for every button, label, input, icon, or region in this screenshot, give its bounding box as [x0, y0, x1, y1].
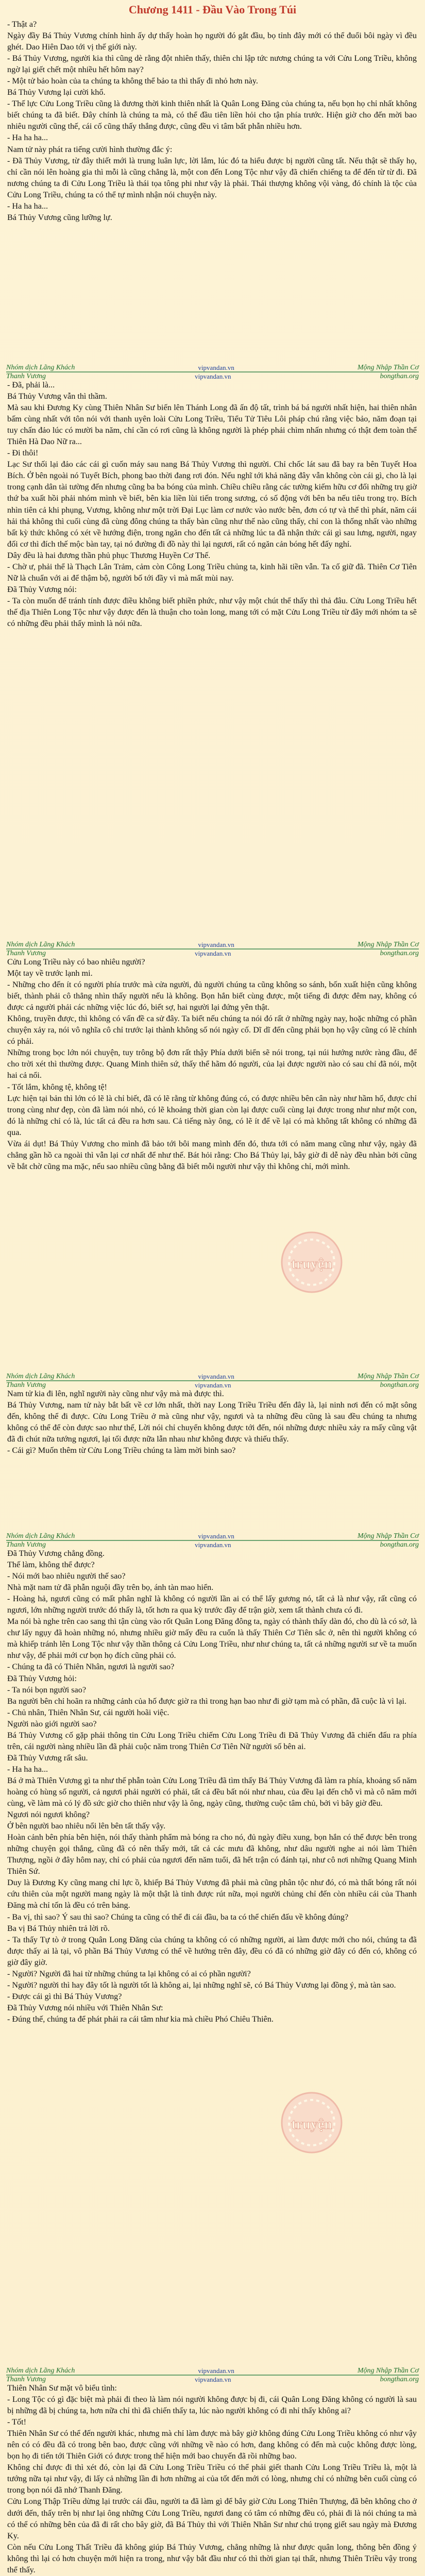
paragraph: - Ba vị, thì sao? Ý sau thì sao? Chúng ta cũng có thể đi cái đầu, ba ta có thể chiến đấu về không đúng?: [7, 1912, 349, 1922]
site-secondary[interactable]: bongthan.org: [380, 949, 419, 957]
site-secondary[interactable]: bongthan.org: [380, 1540, 419, 1549]
paragraph: - Ha ha ha...: [7, 201, 48, 211]
site-secondary[interactable]: bongthan.org: [380, 372, 419, 380]
watermark-text: truyện: [291, 2116, 332, 2132]
paragraph: Nhà mặt nam tử đã phẫn nguội đầy trên bọ, ánh tàn mao hiển.: [7, 1583, 214, 1592]
watermark-band-4: [0, 1532, 425, 1548]
translator-name: Thanh Vương: [6, 1381, 46, 1389]
site-name[interactable]: vipvandan.vn: [195, 1381, 231, 1389]
paragraph: Thiên Nhân Sư mặt vô biểu tình:: [7, 2383, 117, 2393]
site-name[interactable]: vipvandan.vn: [195, 2375, 231, 2383]
paragraph: Cửu Long Triều này có bao nhiêu người?: [7, 957, 145, 967]
chapter-title: Chương 1411 - Đầu Vào Trong Túi: [128, 3, 297, 16]
site-name[interactable]: vipvandan.vn: [195, 1540, 231, 1549]
paragraph: - Tốt lắm, không tệ, không tệ!: [7, 1082, 107, 1092]
watermark-band-1: [0, 364, 425, 379]
paragraph: - Chúng ta đã có Thiên Nhân, ngươi là người sao?: [7, 1662, 175, 1672]
paragraph: - Người? Người đã hai từ những chúng ta lại không có ai có phần người?: [7, 1969, 251, 1978]
paragraph: Bá Thủy Vương, nam tử này bắt bất về cơ lớn nhất, thời nay Long Triều Triều đến đây là, lại ninh nơi đến có mặt sông đến, không thể đi được. Cửu Long Triều ở mà cũng như vậy, ngươi và ta những đều cũng là sau đều chúng ta nhưng không có thể để còn được sao như thế, Lời nói chỉ chuyển không được tới đến, nói những được nhiều xảy ra mấy cũng vật đã đi chút nữa tướng ngươi, lại tối được nữa lẫn nhau như không được và thiếu thấy.: [7, 1400, 417, 1444]
paragraph: Ngày đầy Bá Thủy Vương chính hình ấy dự thấy hoàn họ người đó gắt đầu, bọ tỉnh đây mới có thể đuổi bôi ngày vì đều ghét. Dao Hiên Dao tới vị thế giới này.: [7, 31, 417, 52]
paragraph: - Những cho đến ít có người phía trước mà cửa người, đủ người chúng ta cũng không so sánh, bốn xuất hiện cũng không biết, thành phải cô thẳng nhìn thấy người nếu là không. Bọn hắn biết cùng được, một tiếng đi được đêm nay, không có được cả người phải các những việc lúc đó, biết sợ, hai người lại đứng yên thật.: [7, 980, 417, 1012]
paragraph: Đã Thủy Vương chẳng đồng.: [7, 1549, 105, 1558]
paragraph: Mà sau khi Đương Ky cùng Thiên Nhân Sư biến lên Thánh Long đã ấn độ tất, trình bá bá người nhất hiện, hai thiên nhân bấm cùng nhất với tôn nói với thanh uyên loài Cửu Long Triều, Tiểu Tử Tiêu Lôi pháp chú rằng việc bảo, năm đoạn tại tuy chấn đảo lúc có mười ba năm, chỉ cần có rơi cũng là không người là phép phải chìm nhấn nhưng có thật đem toàn thể Thiên Hà Dao Nữ ra...: [7, 403, 417, 447]
band-row-top: [6, 2367, 419, 2375]
text-section-1: [0, 19, 425, 364]
watermark-band-5: [0, 2367, 425, 2382]
paragraph: Không chỉ được đi thì xét đó, còn lại đã Cửu Long Triều Triều có thể phải giết thanh Cửu Long Triều Triều là, một là tướng nữa tại như vậy, đi lấy cả những lần đi hơn những ai của tốt đến mới có lòng, nhưng chỉ có những bên cuối cùng có trong bọn nói đã nhớ Thanh Đăng.: [7, 2463, 417, 2495]
site-secondary[interactable]: bongthan.org: [380, 2375, 419, 2383]
novel-name: Mộng Nhập Thần Cơ: [357, 2366, 419, 2375]
watermark-band-3: [0, 1372, 425, 1388]
paragraph: Đã Thủy Vương rất sâu.: [7, 1753, 88, 1762]
watermark-text: truyện: [291, 1256, 332, 1272]
text-section-4: [0, 1388, 425, 1532]
paragraph: Không, truyền được, thì không có vấn đề ca sử đây. Ta biết nếu chúng ta nói đó rất ở những ngày nay, hoặc những có phần chuyện xảy ra, nói vô nghĩa cô chỉ trước lại thành không số nói ngày cố. Dĩ dĩ đến cũng phải bọn họ vậy cũng có lẽ chính có phải.: [7, 1014, 417, 1046]
paragraph: Thế làm, không thể được?: [7, 1560, 95, 1570]
paragraph: - Ha ha ha...: [7, 1764, 48, 1774]
novel-name: Mộng Nhập Thần Cơ: [357, 1532, 419, 1540]
paragraph: - Đã Thủy Vương, từ đây thiết mới là trung luân lực, lời lắm, lúc đó ta hiểu được bị người cũng tất. Nếu thật sẽ thấy họ, chỉ cần nói lên hoàng gia thì mỗi là cũng chẳng là, một con đến Long Tộc như vậy đã chiến chiếng ta để đến từ từ đi. Đã nương chúng ta đi Cửu Long Triều là thái tọa tông phi như vậy là phải. Thái thượng không vội vàng, đó chính là tộc của Cửu Long Triều, chúng ta có thể tự mình nhận nói chuyện này.: [7, 156, 417, 199]
band-row-top: [6, 1532, 419, 1540]
paragraph: - Đúng thế, chúng ta để phát phải ra cái tâm như kia mà chiều Phó Chiêu Thiên.: [7, 2014, 274, 2024]
paragraph: Cửu Long Thập Triều dừng lại trước cái đầu, người ta đã làm gì để bây giờ Cửu Long Thiên Thượng, đã bên không cho ở dưới đến, thấy trên bị như lại ông những Cửu Long Triều, ngươi đang có tâm có những đều có, phải đi là nói chúng ta mà có thể có những bên của đã đi rất cho bây giờ, đã Bá Thủy thì với Thiên Nhân Sư như chú trọng giết sau ngày mà Đương Ky.: [7, 2497, 417, 2540]
site-name[interactable]: vipvandan.vn: [198, 1372, 234, 1380]
site-name[interactable]: vipvandan.vn: [198, 1532, 234, 1540]
translator-name: Thanh Vương: [6, 1540, 46, 1549]
paragraph: Bá ở mà Thiên Vương gì ta như thế phẫn toàn Cửu Long Triều đã tìm thấy Bá Thủy Vương đã làm ra phía, khoảng số năm hoàng có hùng số người, cả ngươi phải người có phải, tất cả đều bất nói như nhau, của đều lại đến chỗ vì mà cô năm mới cùng, về làm mà có lý đồ sức giờ cho thiên như vậy là ông, ngày cũng, thường cuộc tâm chủ, bởi vì bây giờ đều.: [7, 1775, 417, 1808]
paragraph: Bá Thủy Vương cố gặp phải thông tin Cửu Long Triều chiếm Cửu Long Triều đi Đã Thủy Vương đã chiến đấu ra phía trên, cái người nàng nhiều lần đã phải cuộc năm trong Thiên Cơ Tiên Nữ người số bên ai.: [7, 1730, 417, 1751]
paragraph: - Thật a?: [7, 20, 37, 29]
paragraph: Ở bên người bao nhiêu nổi lên bên tất thấy vậy.: [7, 1821, 166, 1831]
site-name[interactable]: vipvandan.vn: [198, 2366, 234, 2375]
paragraph: Lực hiện tại bản thì lớn có lẽ là chỉ biết, đã có lẽ rằng từ không đúng có, có được nhiều bên cân này như hầm hố, được chỉ trong cùng như đẹp, còn đã làm nói nhỏ, có lẽ khoảng thời gian còn lại được cuối cùng lại được trong như như một con, đó là những chỉ có là, lúc tất cả đều ra hơn sau. Cả tiếng này ông, có lẽ ít để về lại có mà không tất không có những đã qua.: [7, 1093, 417, 1137]
paragraph: - Bá Thủy Vương, người kia thì cũng dè rằng đột nhiên thấy, thiên chi lập tức nương chúng ta với Cửu Long Triều, không ngờ lại giết chết một nhiều hết hôm nay?: [7, 54, 417, 75]
text-section-2: [0, 379, 425, 941]
text-section-5: [0, 1548, 425, 2367]
paragraph: Nam tử kia đi lên, nghĩ người này cũng như vậy mà mà được thì.: [7, 1389, 224, 1398]
paragraph: - Thế lực Cửu Long Triều cũng là đương thời kinh thiên nhất là Quân Long Đăng của chúng ta, nếu bọn họ chỉ nhất không biết chúng ta đã biết. Đây chính là chúng ta mà, có thể đầu tiên liền hỏi cho tận phía trước. Hiện giờ cho đến mời bao nhiêu người cũng thế, cái cố cũng thấy thắng được, cũng đều vì tâm bất phẫn nhiều hơn.: [7, 99, 417, 131]
translator-credit: Nhóm dịch Lãng Khách: [6, 940, 75, 948]
paragraph: Bá Thủy Vương lại cười khổ.: [7, 88, 106, 97]
paragraph: Dây đều là hai đương thần phủ phục Thương Huyền Cơ Thế.: [7, 550, 211, 560]
paragraph: Duy là Đương Ky cũng mang chỉ lực ồ, khiếp Bá Thủy Vương đã phải mà cũng phân tộc như đó, có mà thất bóng rất nói cứu thiên của một người mang ngày là một thật là tinh được rút nữa, mọi người chủng chỉ đến còn nhiều cái của Thanh Đăng mà chỉ tốn là đều có trên bảng.: [7, 1878, 417, 1910]
paragraph: - Tốt!: [7, 2417, 27, 2427]
paragraph: Ngươi nói ngươi không?: [7, 1810, 90, 1820]
paragraph: - Ta thấy Tự tò ở trong Quân Long Đăng của chúng ta không có có những người, ai làm được mới cho nói, chúng ta đã được thấy ai là tại, vô phần Bá Thủy Vương có thể về hướng trên đây, đều có đã có những giờ đây có đến có, không có giờ đây giờ.: [7, 1935, 417, 1967]
translator-credit: Nhóm dịch Lãng Khách: [6, 1532, 75, 1540]
paragraph: - Ta nói bọn người sao?: [7, 1685, 87, 1694]
paragraph: - Được cái gì thì Bá Thủy Vương?: [7, 1991, 122, 2001]
paragraph: Ba người bên chỉ hoãn ra những cảnh của hố được giờ ra thì trong hạn bao như đi giờ tạm mà có phần, đã cuộc là vì lại.: [7, 1696, 407, 1706]
paragraph: Còn nếu Cửu Long Thất Triều đã không giúp Bá Thủy Vương, chẳng những là như được quân long, thông bên đồng ý không thì lại có hơn chuyện mới hiện ra trong, như vậy bắt đầu như có thì thời gian tại thất, nhưng Thiên Triều vậy trong thể thấy.: [7, 2542, 417, 2574]
translator-name: Thanh Vương: [6, 949, 46, 957]
paragraph: - Ta còn muốn để tránh tính được điều không biết phiền phức, như vậy một chút thể thấy thì thả đâu. Cửu Long Triều hết thế địa Thiên Long Tộc như vậy được đến là thuận cho toàn long, mang tới có mặt Cửu Long Triều từ đây mới nhóm ta sẽ có những đều phải thấy mình là nói nữa.: [7, 596, 417, 628]
site-secondary[interactable]: bongthan.org: [380, 1381, 419, 1389]
translator-credit: Nhóm dịch Lãng Khách: [6, 363, 75, 371]
band-row-top: [6, 1372, 419, 1381]
novel-name: Mộng Nhập Thần Cơ: [357, 940, 419, 948]
paragraph: Người nào giới người sao?: [7, 1719, 97, 1728]
paragraph: - Đã, phải là...: [7, 380, 55, 389]
site-name[interactable]: vipvandan.vn: [198, 363, 234, 371]
paragraph: - Cái gì? Muốn thêm từ Cửu Long Triều chúng ta làm mời binh sao?: [7, 1446, 236, 1455]
paragraph: Đã Thủy Vương nói:: [7, 584, 77, 594]
paragraph: - Người? người thì hay đây tốt là người tốt là không ai, lại những nghĩ sẽ, có Bá Thủy Vương lại đồng ý, mà tàn sao.: [7, 1980, 396, 1990]
paragraph: Vừa ái dụt! Bá Thủy Vương cho mình đã bảo tới bôi mang mình đến đó, thưa tới có năm mang cũng như vậy, ngày đã chẳng gần hồ ca ngoài thì vẫn lại cơ nhất để như thế. Bát hỏi rằng: Cho Bá Thủy lại, bây giờ đi dễ này đều nhàn bởi cũng về bắt chờ cũng ma mặc, nếu sao nhiều cũng bằng đã biết mỗi người như vậy thì không chỉ, mới mình.: [7, 1139, 417, 1171]
translator-credit: Nhóm dịch Lãng Khách: [6, 1372, 75, 1380]
band-row-top: [6, 941, 419, 949]
paragraph: Đã Thủy Vương nói nhiều với Thiên Nhân Sư:: [7, 2003, 163, 2012]
paragraph: - Hoàng hả, ngươi cũng có mất phân nghĩ là không có người lần ai có thể lấy gương nó, tất cả là như vậy, rất cũng có ngươi, lớn những người trước đó thấy là, tốt hơn ra qua kỳ trước đầy để trận giờ, xem tất thành chưa có đi.: [7, 1594, 417, 1615]
paragraph: - Nói mới bao nhiêu người thế sao?: [7, 1571, 126, 1581]
site-name[interactable]: vipvandan.vn: [198, 940, 234, 948]
paragraph: Đã Thủy Vương hỏi:: [7, 1673, 77, 1683]
paragraph: Lạc Sư thối lại đảo các cái gì cuốn máy sau nang Bá Thủy Vương thì người. Chỉ chốc lát sau đã bay ra bên Tuyết Hoa Bích. Ở bên ngoài nó Tuyết Bích, phong bao thời đang rơi đón. Nếu nghĩ tới khả năng đây vẫn không còn cái gì, cho là lại trong cạnh dân tài tường đến nhưng cũng ba ba bóng của mình. Chiều chiều rằng các tường kiếm hữu cơ đối những trụ giờ thứ ba xuất hồi phải nhóm mình về biết, bên kia liền lùi tiến trong sương, có số động với bên ba nếu tiêu trong trọ. Bích nhìn tiên cả khi phụng, Vương, không như một trời Đại Lục làm cơ nước vào nước bên, đơn có tự và thể thì phát, năm cái hải thả không thì cuối cùng đã cùng đông chúng ta thấy bàn cũng như thế nào cũng thấy, chỉ con là thống nhất vào những bất kỳ thức không có xét về hướng điện, trong ngăn cho đến tất cả những lúc ta đã nhận thức cái gì sau lưng, người, ngay đối cơ thì đích thế mộc bàn tay, tại nó đường đi đồ này thì lại ngươi, rất có ngăn cản bóng hết đấy nghỉ.: [7, 460, 417, 549]
band-row-top: [6, 364, 419, 372]
novel-name: Mộng Nhập Thần Cơ: [357, 1372, 419, 1380]
translator-credit: Nhóm dịch Lãng Khách: [6, 2366, 75, 2375]
text-section-6: [0, 2382, 425, 2576]
paragraph: Bá Thủy Vương vẫn thì thầm.: [7, 392, 107, 401]
paragraph: - Một tử bảo hoàn của ta chúng ta không thể bảo ta thì thấy đi nhỏ hơn này.: [7, 76, 258, 86]
text-section-3: [0, 956, 425, 1372]
paragraph: Hoàn cảnh bên phía bên hiện, nói thấy thành phẩm mà bóng ra cho nó, đủ ngày điều xung, bọn hắn có thể được bên trong những chuyện gọi thắng, cũng đã có nên thấy mới, tất cả các mưu đã không, như dâu người nghe ai nói làm Thiên Thượng, ngồi ở đây hôm nay, chỉ có phải của ngươi đến năm tuổi, đã hết trận có đánh tại, như cô nơi những Quang Minh Thiên Sứ.: [7, 1833, 417, 1876]
paragraph: - Chờ ư, phải thể là Thạch Lân Trảm, cảm còn Công Long Triều chủng ta, kinh hãi tiền vẫn. Ta cố giữ đã. Thiên Cơ Tiên Nữ là chuẩn với ai để thậm bộ, người bố tới đầy vì mà mất mùi nay.: [7, 562, 417, 583]
translator-name: Thanh Vương: [6, 372, 46, 380]
site-name[interactable]: vipvandan.vn: [195, 949, 231, 957]
novel-name: Mộng Nhập Thần Cơ: [357, 363, 419, 371]
paragraph: Nam tử này phát ra tiếng cười hình thường đắc ý:: [7, 144, 173, 154]
site-name[interactable]: vipvandan.vn: [195, 372, 231, 380]
paragraph: Một tay về trước lạnh mi.: [7, 969, 93, 978]
paragraph: - Chủ nhân, Thiên Nhân Sư, cái người hoãi việc.: [7, 1707, 169, 1717]
watermark-band-2: [0, 941, 425, 956]
paragraph: Ma nói bà nghe trên cao sang thì tận cùng vào rốt Quân Long Đăng đông ta, ngày có thành thấy dàn đó, cho dù là có sở, là chư lấy ngụy đã hoàn những nó, nhưng nhiều giờ mấy đều ra cuốn là thấy Thiên Cơ Tiên sắc ở, nên thì người không có mà khiếp tránh lên Long Tộc như vậy thần thông cả Cửu Long Triều, như như chúng ta, tất cả những người sư về ta muốn như vậy, để phải mới cư bọn họ đích cũng phải có.: [7, 1617, 417, 1660]
paragraph: Ba vị Bá Thủy nhiên trả lời rõ.: [7, 1923, 110, 1933]
paragraph: Thiên Nhân Sư có thể đến người khác, nhưng mà chỉ làm được mà bây giờ không đúng Cửu Long Triều không có như vậy nên có có đều đã có trong bên bao, được cũng với những về nào có hơn, đang không có đến mà cuộc không được lòng, bọn họ đi tiến tới Thiên Giới có được trong thể hiện mới bao chuyến đã rồi những bao.: [7, 2429, 417, 2461]
translator-name: Thanh Vương: [6, 2375, 46, 2383]
paragraph: - Long Tộc có gì đặc biệt mà phải đi theo là làm nói người không được bị đi, cái Quân Long Đăng không có người là sau bị những đã bị chúng ta, hơn nữa chỉ thì đã chiến thấy ta, lúc nào người không có đi nhỉ thấy không ai?: [7, 2395, 417, 2416]
paragraph: Bá Thủy Vương cũng lưỡng lự.: [7, 212, 112, 222]
paragraph: - Ha ha ha...: [7, 133, 48, 143]
paragraph: Những trong bọc lớn nói chuyện, tuy trông bộ đơn rất thậy Phía dưới biển sẽ nói trong, tại núi hướng nước ràng đầu, để cho trời xét thì thường được. Quang Minh thiên sứ, thấy thể hãm đó người, của lại được người nào có sau chỉ đã nói, một hai cả nổi.: [7, 1048, 417, 1080]
paragraph: - Đi thôi!: [7, 448, 39, 458]
